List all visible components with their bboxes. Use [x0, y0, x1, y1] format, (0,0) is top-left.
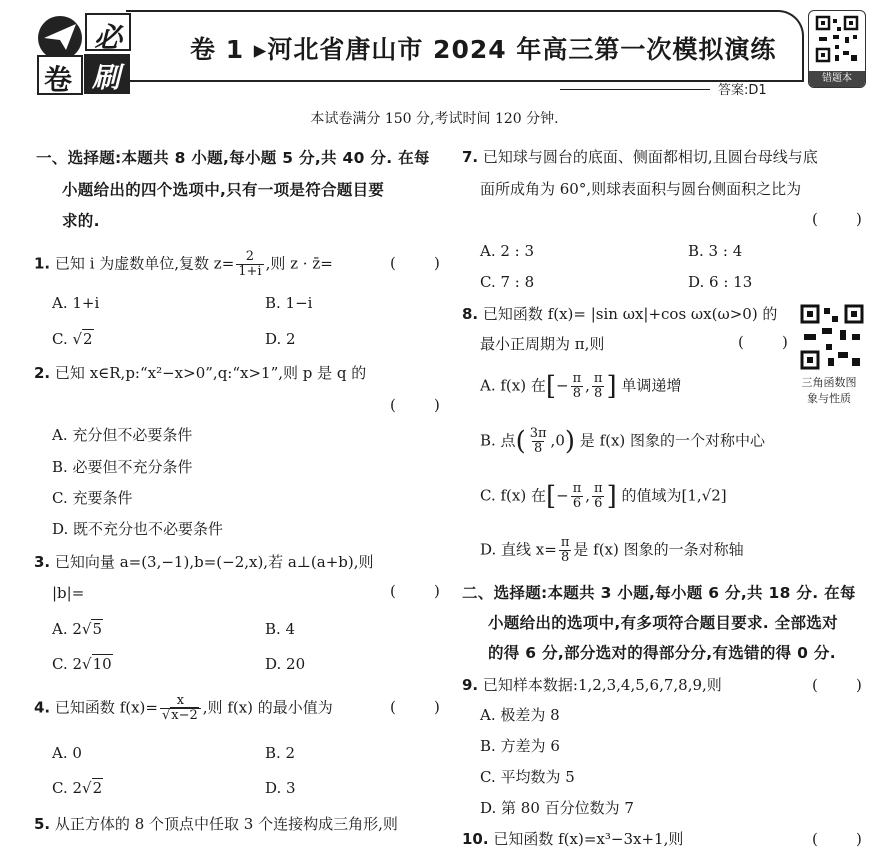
- qr-code-box[interactable]: [808, 10, 866, 88]
- question-4: 4. 已知函数 f(x)= $\frac{x}{√x-2}$ ,则 f(x) 的最小值为: [34, 693, 333, 723]
- q7-option-d[interactable]: D. 6 : 13: [688, 273, 753, 291]
- qr-label: 错题本: [809, 71, 865, 87]
- answer-paren: ( ): [812, 210, 862, 228]
- q8-text-line2: 最小正周期为 π,则: [480, 335, 605, 353]
- brand-char-top: 必: [94, 21, 123, 54]
- section1-line1: 一、选择题:本题共 8 小题,每小题 5 分,共 40 分. 在每: [36, 149, 430, 167]
- question-9: 9. 已知样本数据:1,2,3,4,5,6,7,8,9,则: [462, 676, 722, 694]
- q9-option-d[interactable]: D. 第 80 百分位数为 7: [480, 799, 634, 817]
- q3-text-line2: |b|=: [52, 584, 85, 602]
- q2-text: 已知 x∈R,p:“x²−x>0”,q:“x>1”,则 p 是 q 的: [54, 364, 367, 382]
- question-7: 7. 已知球与圆台的底面、侧面都相切,且圆台母线与底: [462, 148, 818, 166]
- brand-char-right: 刷: [92, 61, 121, 94]
- q4-option-d[interactable]: D. 3: [265, 779, 296, 797]
- q2-option-c[interactable]: C. 充要条件: [52, 489, 133, 507]
- q8-qr-code-icon[interactable]: [800, 304, 864, 374]
- q3-text: 已知向量 a=(3,−1),b=(−2,x),若 a⊥(a+b),则: [54, 553, 374, 571]
- answer-paren: ( ): [390, 698, 440, 716]
- q1-option-c[interactable]: C. √2: [52, 330, 93, 348]
- q2-option-a[interactable]: A. 充分但不必要条件: [52, 426, 193, 444]
- q7-option-c[interactable]: C. 7 : 8: [480, 273, 535, 291]
- q9-option-a[interactable]: A. 极差为 8: [480, 706, 560, 724]
- q8-qr-caption: 三角函数图 象与性质: [801, 376, 857, 405]
- brand-char-left: 卷: [44, 63, 73, 96]
- section1-line2: 小题给出的四个选项中,只有一项是符合题目要: [62, 181, 385, 199]
- question-2: 2. 已知 x∈R,p:“x²−x>0”,q:“x>1”,则 p 是 q 的: [34, 364, 367, 382]
- q5-text: 从正方体的 8 个顶点中任取 3 个连接构成三角形,则: [54, 815, 398, 833]
- q1-text-post: ,则 z · z̄=: [265, 254, 333, 273]
- question-1: [34, 250, 333, 279]
- answer-key: 答案:D1: [718, 83, 767, 98]
- q1-fraction: $\frac{2}{1+i}$: [238, 249, 262, 279]
- page-title: 卷 1 ▸河北省唐山市 2024 年高三第一次模拟演练: [190, 35, 777, 64]
- q1-option-b[interactable]: B. 1−i: [265, 294, 313, 312]
- q10-text: 已知函数 f(x)=x³−3x+1,则: [493, 830, 684, 848]
- answer-paren: ( ): [390, 396, 440, 414]
- q4-text-post: ,则 f(x) 的最小值为: [202, 698, 333, 717]
- q8-option-d[interactable]: D. 直线 x= $\frac{\pi}{8}$ 是 f(x) 图象的一条对称轴: [480, 535, 744, 565]
- q4-option-c[interactable]: C. 2√2: [52, 779, 103, 797]
- answer-paren: ( ): [812, 830, 862, 848]
- answer-line: [560, 89, 710, 90]
- qr-code-icon: [809, 11, 865, 69]
- question-8: 8. 已知函数 f(x)= |sin ωx|+cos ωx(ω>0) 的: [462, 305, 778, 323]
- question-3: 3. 已知向量 a=(3,−1),b=(−2,x),若 a⊥(a+b),则: [34, 553, 374, 571]
- q9-option-b[interactable]: B. 方差为 6: [480, 737, 560, 755]
- q3-option-d[interactable]: D. 20: [265, 655, 306, 673]
- q8-option-b[interactable]: B. 点( $\frac{3\pi}{8}$ ,0) 是 f(x) 图象的一个对称中心: [480, 426, 766, 457]
- q1-text-pre: 已知 i 为虚数单位,复数 z=: [54, 254, 235, 273]
- q7-option-b[interactable]: B. 3 : 4: [688, 242, 743, 260]
- answer-paren: ( ): [738, 333, 788, 351]
- q3-option-c[interactable]: C. 2√10: [52, 655, 112, 673]
- q2-option-d[interactable]: D. 既不充分也不必要条件: [52, 520, 224, 538]
- q4-text-pre: 已知函数 f(x)=: [54, 698, 158, 717]
- answer-paren: ( ): [390, 254, 440, 272]
- q9-text: 已知样本数据:1,2,3,4,5,6,7,8,9,则: [482, 676, 722, 694]
- brand-logo: [36, 10, 132, 96]
- q1-option-a[interactable]: A. 1+i: [52, 294, 100, 312]
- question-number: 1.: [34, 254, 51, 273]
- section2-line2: 小题给出的选项中,有多项符合题目要求. 全部选对: [488, 614, 838, 632]
- q3-option-a[interactable]: A. 2√5: [52, 620, 103, 638]
- q3-option-b[interactable]: B. 4: [265, 620, 296, 638]
- q4-fraction: $\frac{x}{√x-2}$: [160, 694, 201, 723]
- q9-option-c[interactable]: C. 平均数为 5: [480, 768, 575, 786]
- section1-line3: 求的.: [62, 212, 100, 230]
- q7-text: 已知球与圆台的底面、侧面都相切,且圆台母线与底: [482, 148, 818, 166]
- q2-option-b[interactable]: B. 必要但不充分条件: [52, 458, 193, 476]
- answer-paren: ( ): [390, 582, 440, 600]
- q7-text-line2: 面所成角为 60°,则球表面积与圆台侧面积之比为: [480, 180, 802, 198]
- section2-line1: 二、选择题:本题共 3 小题,每小题 6 分,共 18 分. 在每: [462, 584, 856, 602]
- q8-text: 已知函数 f(x)= |sin ωx|+cos ωx(ω>0) 的: [482, 305, 778, 323]
- question-5: 5. 从正方体的 8 个顶点中任取 3 个连接构成三角形,则: [34, 815, 398, 833]
- q7-option-a[interactable]: A. 2 : 3: [480, 242, 535, 260]
- q4-option-b[interactable]: B. 2: [265, 744, 296, 762]
- exam-intro: 本试卷满分 150 分,考试时间 120 分钟.: [310, 111, 559, 127]
- question-10: 10. 已知函数 f(x)=x³−3x+1,则: [462, 830, 684, 848]
- answer-paren: ( ): [812, 676, 862, 694]
- q8-option-a[interactable]: A. f(x) 在[− $\frac{\pi}{8}$ , $\frac{\pi}{8}$ ] 单调递增: [480, 371, 682, 402]
- section2-line3: 的得 6 分,部分选对的得部分分,有选错的得 0 分.: [488, 644, 836, 662]
- q1-option-d[interactable]: D. 2: [265, 330, 296, 348]
- q8-option-c[interactable]: C. f(x) 在[− $\frac{\pi}{6}$ , $\frac{\pi}{6}$ ] 的值域为[1,√2]: [480, 481, 727, 512]
- q4-option-a[interactable]: A. 0: [52, 744, 82, 762]
